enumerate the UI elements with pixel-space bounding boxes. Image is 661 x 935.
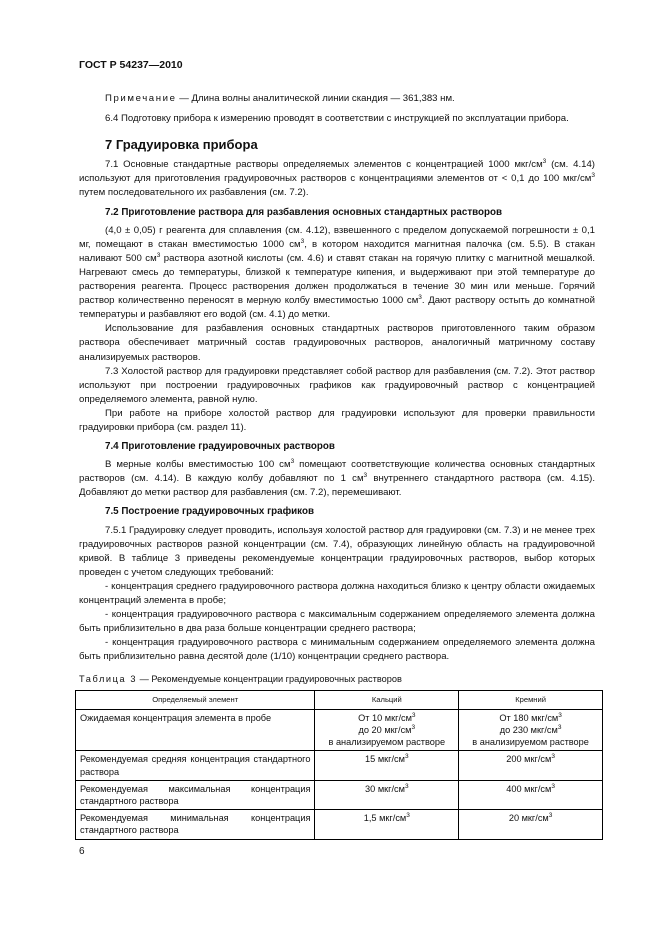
superscript: 3 — [290, 457, 295, 465]
subsection-heading-7-2: 7.2 Приготовление раствора для разбавления основных стандартных растворов — [105, 206, 502, 218]
page-number: 6 — [79, 846, 85, 857]
cell-line: 20 мкг/$см^3$ — [508, 812, 553, 824]
column-header: Кальций — [315, 690, 459, 709]
row-label: Рекомендуемая минимальная концентрация стандартного раствора — [76, 810, 315, 839]
superscript: 3 — [548, 812, 553, 820]
calcium-cell — [315, 751, 459, 780]
superscript: 3 — [363, 472, 368, 480]
paragraph-7-3: 7.3 Холостой раствор для градуировки представляет собой раствор для разбавления (см. 7.2). Этот раствор используют при построении градуировочных графиков как градуировочный раствор с концентрацией определяемого элемента, равной нулю. — [79, 365, 595, 405]
cell-line: От 180 мкг/$см^3$ — [499, 711, 562, 723]
note — [79, 92, 595, 106]
row-label: Рекомендуемая средняя концентрация стандартного раствора — [76, 751, 315, 780]
text-run: внутреннего стандартного раствора (см. 4.15). Добавляют до метки раствор для разбавления (см. 7.2), перемешивают. — [79, 473, 595, 499]
table-body — [76, 709, 603, 839]
paragraph-7-3-b: При работе на приборе холостой раствор для градуировки используют для проверки правильности градуировки прибора (см. раздел 11). — [79, 407, 595, 433]
table-caption-text: — Рекомендуемые концентрации градуировочных растворов — [137, 674, 402, 685]
column-header: Определяемый элемент — [76, 690, 315, 709]
cell-line: 15 мкг/$см^3$ — [365, 753, 409, 765]
superscript: 3 — [411, 711, 416, 719]
table-row — [76, 780, 603, 809]
text-run: помещают соответствующие количества основных стандартных растворов (см. 4.14). В каждую колбу добавляют по 1 см — [79, 459, 595, 485]
table-row — [76, 751, 603, 780]
superscript: 3 — [300, 237, 305, 245]
paragraph-7-1 — [79, 158, 595, 200]
cell-line: 1,5 мкг/$см^3$ — [363, 812, 410, 824]
text-run: . Дают раствору остыть до комнатной температуры и разбавляют его водой (см. 4.1) до метки. — [79, 295, 595, 321]
concentration-table — [75, 690, 603, 840]
superscript: 3 — [557, 723, 562, 731]
note-text: — Длина волны аналитической линии скандия — 361,383 нм. — [176, 93, 455, 104]
cell-line: 200 мкг/$см^3$ — [506, 753, 555, 765]
page-content — [79, 92, 595, 840]
text-run: 7.1 Основные стандартные растворы определяемых элементов с концентрацией 1000 мкг/см — [105, 159, 543, 171]
text-run: (4,0 ± 0,05) г реагента для сплавления (см. 4.12), взвешенного с пределом допускаемой погрешности ± 0,1 мг, помещают в стакан вместимостью 1000 см — [79, 224, 595, 250]
calcium-cell — [315, 709, 459, 751]
superscript: 3 — [404, 753, 409, 761]
superscript: 3 — [406, 812, 410, 820]
column-header: Кремний — [459, 690, 603, 709]
table-caption — [79, 672, 595, 686]
table-caption-label: Таблица 3 — [79, 674, 138, 685]
text-run: , в котором находится магнитная палочка (см. 5.5). В стакан наливают 500 см — [79, 238, 595, 264]
row-label: Рекомендуемая максимальная концентрация стандартного раствора — [76, 780, 315, 809]
silicon-cell — [459, 810, 603, 839]
subsection-heading-7-4: 7.4 Приготовление градуировочных растворов — [105, 441, 335, 453]
section-heading-7: 7 Градуировка прибора — [105, 137, 258, 153]
cell-line: От 10 мкг/$см^3$ — [358, 711, 416, 723]
superscript: 3 — [542, 158, 547, 166]
superscript: 3 — [418, 293, 422, 301]
document-header: ГОСТ Р 54237—2010 — [79, 59, 183, 71]
paragraph-6-4: 6.4 Подготовку прибора к измерению проводят в соответствии с инструкцией по эксплуатации прибора. — [105, 113, 569, 125]
superscript: 3 — [591, 172, 595, 180]
cell-line: в анализируемом растворе — [328, 737, 446, 748]
paragraph-7-2-b: Использование для разбавления основных стандартных растворов приготовленного таким образом раствора обеспечивает матричный состав градуировочных растворов, аналогичный матричному составу анализируемых растворов. — [79, 323, 595, 363]
list-item: - концентрация градуировочного раствора с максимальным содержанием определяемого элемента должна быть приблизительно в два раза больше концентрации среднего раствора; — [79, 609, 595, 635]
list-item: - концентрация среднего градуировочного раствора должна находиться близко к центру области ожидаемых концентраций элемента в пробе; — [79, 580, 595, 606]
superscript: 3 — [156, 251, 161, 259]
table-row — [76, 810, 603, 839]
cell-line: в анализируемом растворе — [472, 737, 589, 748]
silicon-cell — [459, 780, 603, 809]
cell-line: 30 мкг/$см^3$ — [365, 782, 409, 794]
note-label: Примечание — [105, 93, 177, 104]
superscript: 3 — [558, 711, 562, 719]
paragraph-7-5-1: 7.5.1 Градуировку следует проводить, используя холостой раствор для градуировки (см. 7.3) и не менее трех градуировочных растворов разной концентрации (см. 7.4), образующих линейную область на градуировочной кривой. В таблице 3 приведены рекомендуемые концентрации градуировочных растворов, выбор которых проведен с учетом следующих требований: — [79, 524, 595, 578]
table-header-row — [76, 690, 603, 709]
silicon-cell — [459, 751, 603, 780]
text-run: В мерные колбы вместимостью 100 см — [105, 459, 291, 471]
list-item: - концентрация градуировочного раствора с минимальным содержанием определяемого элемента должна быть приблизительно равна десятой доле (1/10) концентрации среднего раствора. — [79, 637, 595, 663]
row-label: Ожидаемая концентрация элемента в пробе — [76, 709, 315, 751]
superscript: 3 — [404, 782, 409, 790]
text-run: (см. 4.14) используют для приготовления градуировочных растворов с концентрациями элементов от < 0,1 до 100 мкг/см — [79, 159, 595, 185]
text-run: путем последовательного их разбавления (см. 7.2). — [79, 187, 309, 199]
text-run: раствора азотной кислоты (см. 4.6) и ставят стакан на горячую плитку с магнитной мешалкой. Нагревают смесь до температуры, близкой к температуре кипения, и выдерживают при этой температуре до растворения реагента. Процесс растворения должен продолжаться в течение 30 мин или меньше. Горячий раствор количественно переносят в мерную колбу вместимостью 1000 см — [79, 252, 595, 307]
calcium-cell — [315, 810, 459, 839]
superscript: 3 — [411, 723, 416, 731]
table-row — [76, 709, 603, 751]
superscript: 3 — [551, 753, 555, 761]
paragraph-7-4 — [79, 458, 595, 500]
cell-line: до 230 мкг/$см^3$ — [499, 723, 562, 735]
paragraph-7-2-a — [79, 224, 595, 323]
cell-line: до 20 мкг/$см^3$ — [358, 723, 416, 735]
superscript: 3 — [551, 782, 555, 790]
cell-line: 400 мкг/$см^3$ — [506, 782, 555, 794]
calcium-cell — [315, 780, 459, 809]
silicon-cell — [459, 709, 603, 751]
subsection-heading-7-5: 7.5 Построение градуировочных графиков — [105, 506, 314, 518]
